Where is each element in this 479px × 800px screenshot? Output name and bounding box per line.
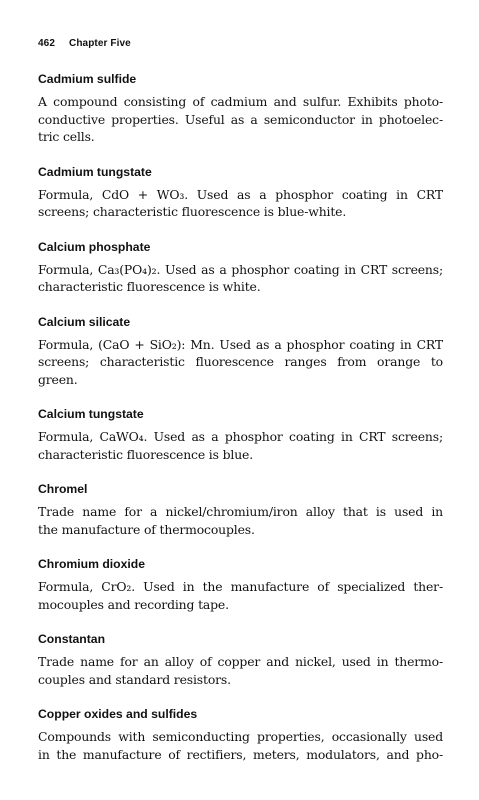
glossary-entry xyxy=(38,482,443,538)
definition-line: screens; characteristic fluorescence is blue-white. xyxy=(38,204,347,219)
entry-definition xyxy=(38,93,443,146)
glossary-entry xyxy=(38,240,443,296)
entry-term: Calcium silicate xyxy=(38,314,131,329)
definition-line: in the manufacture of rectifiers, meters, modulators, and pho- xyxy=(38,746,443,762)
definition-line: Formula, CaWO₄. Used as a phosphor coating in CRT screens; xyxy=(38,429,443,444)
entry-definition xyxy=(38,653,443,688)
definition-line: Formula, CrO₂. Used in the manufacture of specialized ther- xyxy=(38,579,443,594)
definition-line: Trade name for a nickel/chromium/iron alloy that is used in xyxy=(38,504,443,519)
definition-line: Formula, (CaO + SiO₂): Mn. Used as a phosphor coating in CRT xyxy=(38,336,443,352)
entry-term: Calcium tungstate xyxy=(38,407,144,421)
entry-term: Cadmium tungstate xyxy=(38,164,152,179)
entry-definition xyxy=(38,336,443,389)
entry-definition xyxy=(38,261,443,296)
entry-term: Cadmium sulfide xyxy=(38,72,137,86)
entry-term: Chromel xyxy=(38,482,88,496)
definition-line: A compound consisting of cadmium and sulfur. Exhibits photo- xyxy=(38,94,443,109)
glossary-entry xyxy=(38,72,443,146)
entry-definition xyxy=(38,186,443,221)
entry-term: Calcium phosphate xyxy=(38,239,151,254)
book-page xyxy=(38,38,443,782)
entry-term: Chromium dioxide xyxy=(38,557,145,571)
glossary-entry xyxy=(38,165,443,221)
definition-line: the manufacture of thermocouples. xyxy=(38,521,255,537)
entry-definition xyxy=(38,578,443,613)
glossary-entries xyxy=(38,72,443,763)
definition-line: couples and standard resistors. xyxy=(38,671,231,687)
glossary-entry xyxy=(38,315,443,389)
entry-term: Copper oxides and sulfides xyxy=(38,707,198,721)
definition-line: screens; characteristic fluorescence ranges from orange to xyxy=(38,354,443,369)
entry-term: Constantan xyxy=(38,632,106,646)
definition-line: green. xyxy=(38,371,78,387)
glossary-entry xyxy=(38,707,443,763)
definition-line: mocouples and recording tape. xyxy=(38,596,229,612)
glossary-entry xyxy=(38,632,443,688)
page-number: 462 xyxy=(38,38,55,49)
definition-line: Formula, CdO + WO₃. Used as a phosphor coating in CRT xyxy=(38,186,443,202)
entry-definition xyxy=(38,503,443,538)
definition-line: characteristic fluorescence is white. xyxy=(38,279,261,294)
glossary-entry xyxy=(38,557,443,613)
definition-line: Trade name for an alloy of copper and nickel, used in thermo- xyxy=(38,654,443,669)
definition-line: Formula, Ca₃(PO₄)₂. Used as a phosphor coating in CRT screens; xyxy=(38,261,443,277)
running-head xyxy=(38,38,443,50)
chapter-title: Chapter Five xyxy=(69,38,131,49)
entry-definition xyxy=(38,728,443,763)
entry-definition xyxy=(38,428,443,463)
glossary-entry xyxy=(38,407,443,463)
definition-line: conductive properties. Useful as a semiconductor in photoelec- xyxy=(38,111,443,127)
definition-line: tric cells. xyxy=(38,129,95,144)
definition-line: Compounds with semiconducting properties, occasionally used xyxy=(38,729,443,744)
definition-line: characteristic fluorescence is blue. xyxy=(38,446,254,462)
